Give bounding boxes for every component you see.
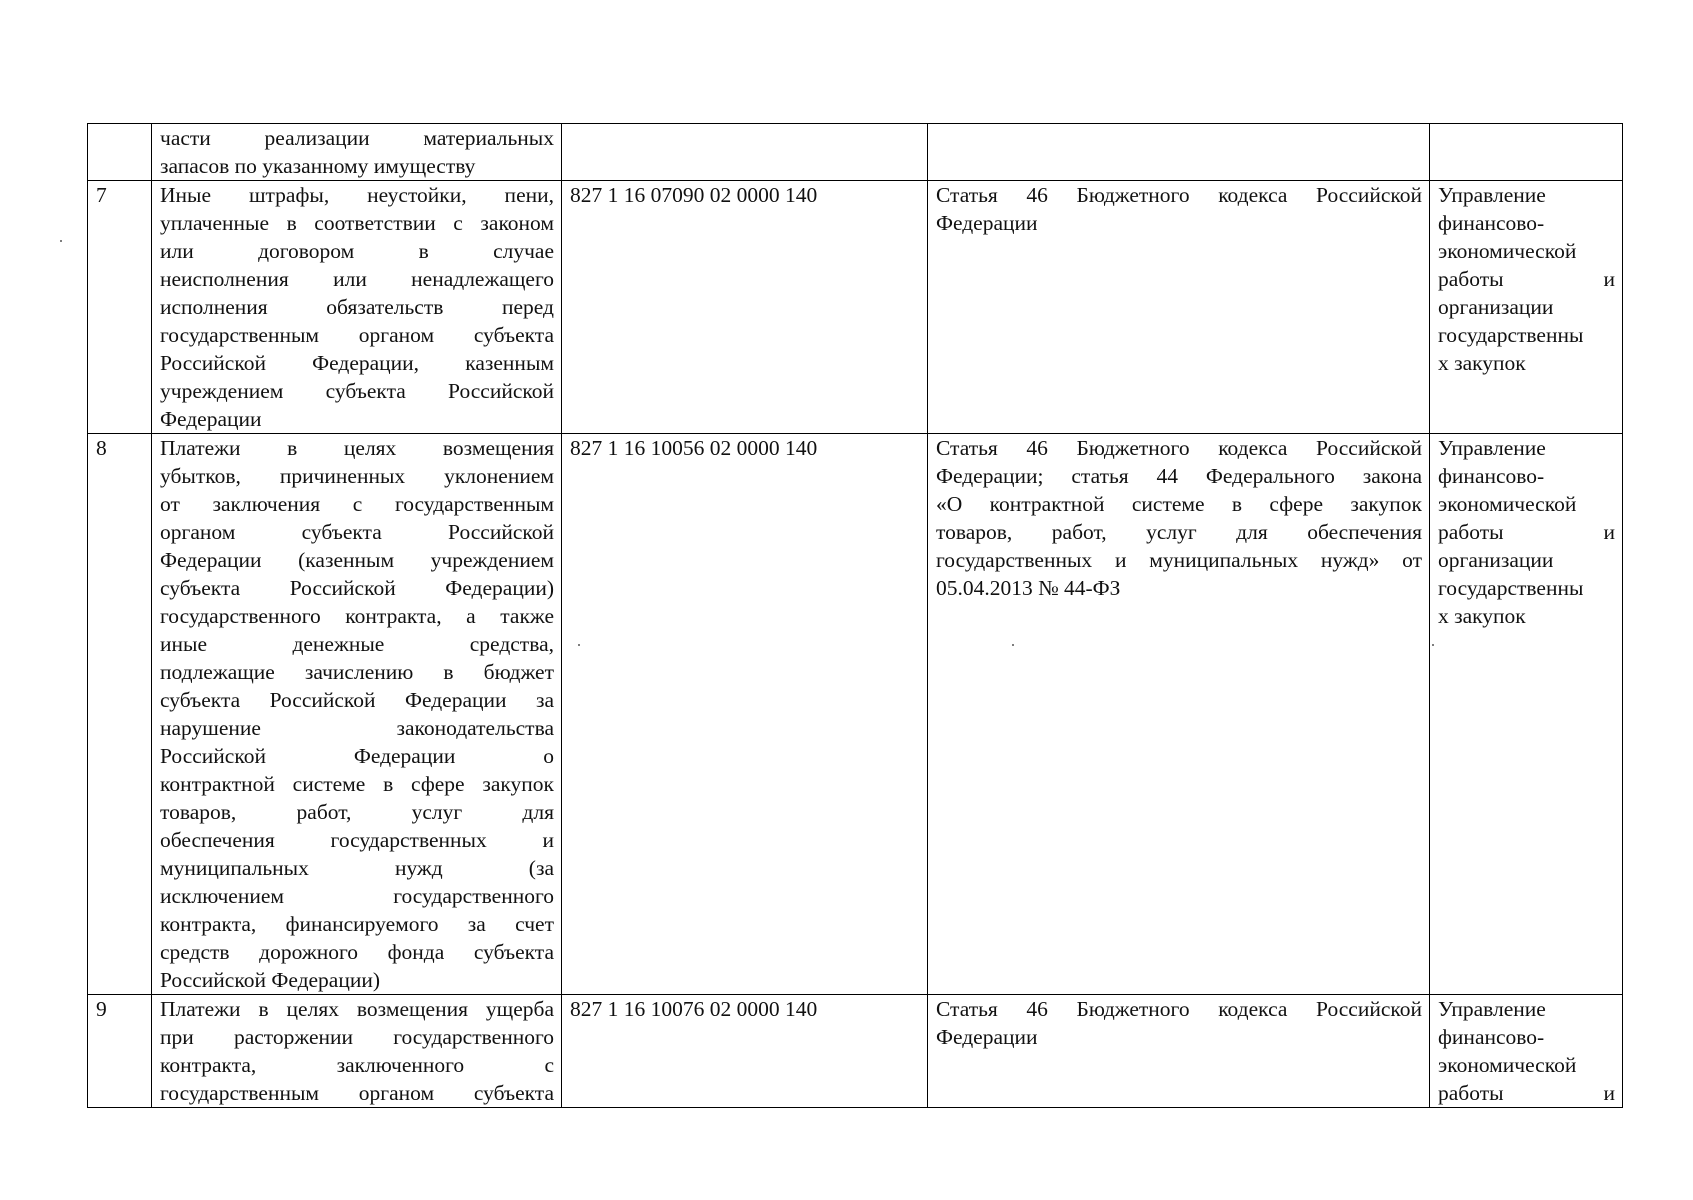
text-line: при расторжении государственного xyxy=(160,1025,554,1049)
text-line: организации xyxy=(1438,295,1554,319)
scan-speck xyxy=(60,240,62,242)
legal-basis-cell xyxy=(928,434,1430,995)
text-line: Российской Федерации, казенным xyxy=(160,351,554,375)
text-line: Управление xyxy=(1438,997,1546,1021)
revenue-name-cell xyxy=(152,434,562,995)
text-line: Федерации xyxy=(160,407,262,431)
text-line: Управление xyxy=(1438,183,1546,207)
text-line: Статья 46 Бюджетного кодекса Российской xyxy=(936,183,1422,207)
row-number-cell xyxy=(88,124,152,181)
legal-basis-cell xyxy=(928,181,1430,434)
text-line: работы и xyxy=(1438,1081,1615,1105)
revenue-name-cell xyxy=(152,181,562,434)
revenue-name-cell xyxy=(152,124,562,181)
text-line: 05.04.2013 № 44-ФЗ xyxy=(936,576,1121,600)
text-line: Иные штрафы, неустойки, пени, xyxy=(160,183,554,207)
text-line: контрактной системе в сфере закупок xyxy=(160,772,554,796)
legal-basis-cell xyxy=(928,124,1430,181)
text-line: товаров, работ, услуг для xyxy=(160,800,554,824)
text-line: финансово- xyxy=(1438,464,1545,488)
text-line: Федерации; статья 44 Федерального закона xyxy=(936,464,1422,488)
text-line: контракта, финансируемого за счет xyxy=(160,912,554,936)
revenue-name-cell xyxy=(152,995,562,1108)
text-line: государственным органом субъекта xyxy=(160,323,554,347)
row-number-cell: 7 xyxy=(88,181,152,434)
text-line: неисполнения или ненадлежащего xyxy=(160,267,554,291)
text-line: Платежи в целях возмещения ущерба xyxy=(160,997,554,1021)
text-line: государственных и муниципальных нужд» от xyxy=(936,548,1422,572)
text-line: уплаченные в соответствии с законом xyxy=(160,211,554,235)
revenue-code-table xyxy=(87,123,1623,1108)
legal-basis-cell xyxy=(928,995,1430,1108)
text-line: экономической xyxy=(1438,492,1577,516)
text-line: убытков, причиненных уклонением xyxy=(160,464,554,488)
table-row xyxy=(88,124,1623,181)
text-line: экономической xyxy=(1438,239,1577,263)
table-row xyxy=(88,181,1623,434)
text-line: учреждением субъекта Российской xyxy=(160,379,554,403)
text-line: субъекта Российской Федерации за xyxy=(160,688,554,712)
text-line: Статья 46 Бюджетного кодекса Российской xyxy=(936,436,1422,460)
text-line: государственного контракта, а также xyxy=(160,604,554,628)
text-line: от заключения с государственным xyxy=(160,492,554,516)
department-cell xyxy=(1430,434,1623,995)
department-cell xyxy=(1430,995,1623,1108)
text-line: финансово- xyxy=(1438,1025,1545,1049)
budget-code-cell xyxy=(562,124,928,181)
budget-code-cell: 827 1 16 07090 02 0000 140 xyxy=(562,181,928,434)
text-line: финансово- xyxy=(1438,211,1545,235)
text-line: или договором в случае xyxy=(160,239,554,263)
text-line: Федерации xyxy=(936,211,1038,235)
text-line: «О контрактной системе в сфере закупок xyxy=(936,492,1422,516)
budget-code-cell: 827 1 16 10056 02 0000 140 xyxy=(562,434,928,995)
text-line: Российской Федерации о xyxy=(160,744,554,768)
text-line: запасов по указанному имуществу xyxy=(160,154,476,178)
text-line: х закупок xyxy=(1438,604,1526,628)
text-line: х закупок xyxy=(1438,351,1526,375)
text-line: контракта, заключенного с xyxy=(160,1053,554,1077)
text-line: работы и xyxy=(1438,267,1615,291)
text-line: государственны xyxy=(1438,576,1584,600)
row-number-cell: 8 xyxy=(88,434,152,995)
department-cell xyxy=(1430,181,1623,434)
text-line: Платежи в целях возмещения xyxy=(160,436,554,460)
text-line: исключением государственного xyxy=(160,884,554,908)
text-line: Статья 46 Бюджетного кодекса Российской xyxy=(936,997,1422,1021)
text-line: обеспечения государственных и xyxy=(160,828,554,852)
text-line: работы и xyxy=(1438,520,1615,544)
text-line: экономической xyxy=(1438,1053,1577,1077)
text-line: части реализации материальных xyxy=(160,126,554,150)
text-line: Федерации xyxy=(936,1025,1038,1049)
text-line: нарушение законодательства xyxy=(160,716,554,740)
text-line: Управление xyxy=(1438,436,1546,460)
text-line: государственны xyxy=(1438,323,1584,347)
text-line: организации xyxy=(1438,548,1554,572)
department-cell xyxy=(1430,124,1623,181)
text-line: муниципальных нужд (за xyxy=(160,856,554,880)
text-line: иные денежные средства, xyxy=(160,632,554,656)
text-line: субъекта Российской Федерации) xyxy=(160,576,554,600)
text-line: исполнения обязательств перед xyxy=(160,295,554,319)
text-line: товаров, работ, услуг для обеспечения xyxy=(936,520,1422,544)
budget-code-cell: 827 1 16 10076 02 0000 140 xyxy=(562,995,928,1108)
table-row xyxy=(88,995,1623,1108)
text-line: государственным органом субъекта xyxy=(160,1081,554,1105)
text-line: подлежащие зачислению в бюджет xyxy=(160,660,554,684)
text-line: Федерации (казенным учреждением xyxy=(160,548,554,572)
row-number-cell: 9 xyxy=(88,995,152,1108)
table-row xyxy=(88,434,1623,995)
text-line: Российской Федерации) xyxy=(160,968,381,992)
text-line: средств дорожного фонда субъекта xyxy=(160,940,554,964)
text-line: органом субъекта Российской xyxy=(160,520,554,544)
